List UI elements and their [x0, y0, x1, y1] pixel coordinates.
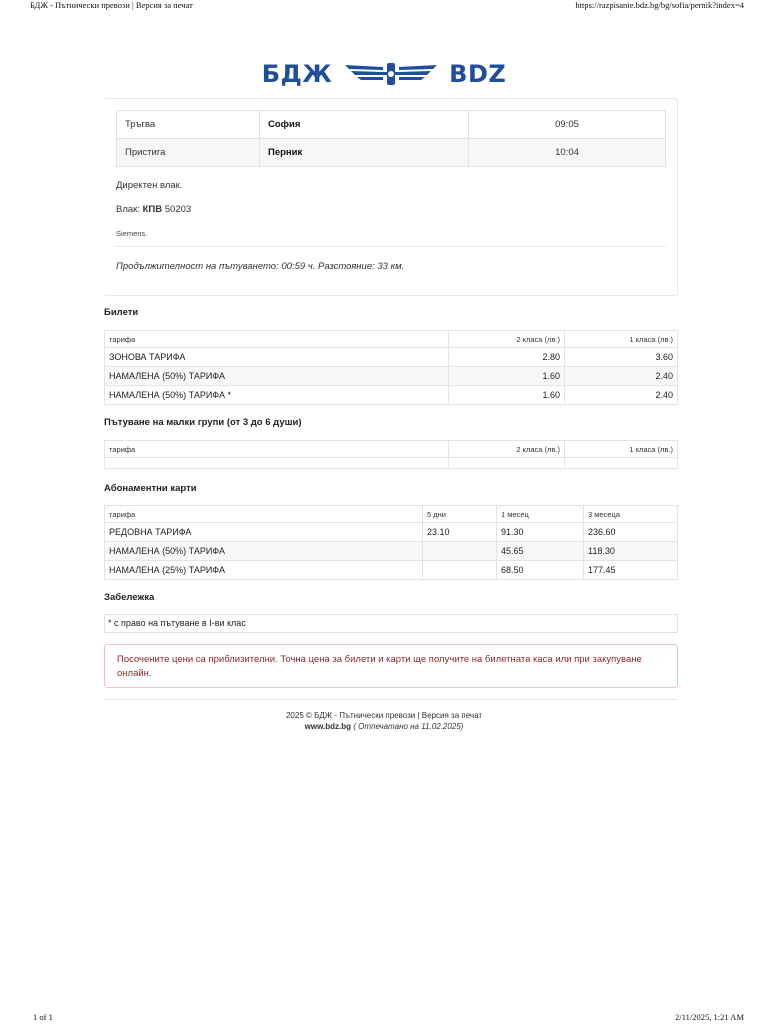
arrive-station: Перник [260, 139, 469, 167]
direct-train-text: Директен влак. [116, 180, 183, 191]
col-class2: 2 класа (лв.) [449, 441, 565, 458]
tariff-cell: РЕДОВНА ТАРИФА [105, 523, 423, 542]
price-cell [423, 561, 497, 580]
note-text: * с право на пътуване в I-ви клас [104, 614, 678, 633]
note-title: Забележка [104, 592, 155, 603]
price-cell: 236.60 [584, 523, 678, 542]
print-datetime: 2/11/2025, 1:21 AM [675, 1012, 744, 1022]
footer-site-line [0, 722, 768, 731]
train-type: КПВ [142, 204, 163, 215]
price-cell: 1.60 [449, 386, 565, 405]
train-info [116, 204, 191, 215]
price-cell: 2.40 [565, 367, 678, 386]
tariff-cell: НАМАЛЕНА (50%) ТАРИФА [105, 367, 449, 386]
col-class1: 1 класа (лв.) [565, 441, 678, 458]
price-cell: 1.60 [449, 367, 565, 386]
col-5days: 5 дни [423, 506, 497, 523]
depart-label: Тръгва [117, 111, 260, 139]
depart-time: 09:05 [469, 111, 666, 139]
route-row-arrive [117, 139, 666, 167]
table-row [105, 348, 678, 367]
route-card [104, 98, 678, 296]
subscriptions-title: Абонаментни карти [104, 483, 197, 494]
table-row [105, 523, 678, 542]
col-tariff: тарифа [105, 441, 449, 458]
print-page-count: 1 of 1 [33, 1012, 53, 1022]
table-row [105, 386, 678, 405]
col-3months: 3 месеца [584, 506, 678, 523]
groups-table [104, 440, 678, 469]
tariff-cell: НАМАЛЕНА (50%) ТАРИФА [105, 542, 423, 561]
route-table [116, 110, 666, 167]
table-row-empty [105, 458, 678, 469]
table-row [105, 561, 678, 580]
price-cell: 118.30 [584, 542, 678, 561]
print-page-title: БДЖ - Пътнически превози | Версия за печат [30, 0, 193, 10]
price-cell: 45.65 [497, 542, 584, 561]
route-divider [116, 246, 666, 247]
price-cell: 3.60 [565, 348, 678, 367]
train-prefix: Влак: [116, 204, 140, 215]
train-number: 50203 [164, 204, 192, 215]
footer-site-link[interactable]: www.bdz.bg [304, 722, 352, 731]
price-disclaimer-alert: Посочените цени са приблизителни. Точна цена за билети и карти ще получите на билетната каса или при закупуване онлайн. [104, 644, 678, 688]
footer-divider [104, 699, 678, 700]
table-header-row [105, 441, 678, 458]
price-cell: 2.40 [565, 386, 678, 405]
col-tariff: тарифа [105, 331, 449, 348]
footer-copyright: 2025 © БДЖ - Пътнически превози | Версия за печат [285, 711, 483, 720]
price-cell [423, 542, 497, 561]
subscriptions-table [104, 505, 678, 580]
depart-station: София [260, 111, 469, 139]
groups-title: Пътуване на малки групи (от 3 до 6 души) [104, 417, 302, 428]
col-class2: 2 класа (лв.) [449, 331, 565, 348]
print-header [30, 0, 744, 12]
col-tariff: тарифа [105, 506, 423, 523]
arrive-label: Пристига [117, 139, 260, 167]
price-cell: 2.80 [449, 348, 565, 367]
travel-duration: Продължителност на пътуването: 00:59 ч. Разстояние: 33 км. [116, 261, 405, 272]
route-row-depart [117, 111, 666, 139]
table-row [105, 542, 678, 561]
footer-printed-date: ( Отпечатано на 11.02.2025) [353, 722, 464, 731]
table-row [105, 367, 678, 386]
price-cell: 23.10 [423, 523, 497, 542]
tariff-cell: НАМАЛЕНА (25%) ТАРИФА [105, 561, 423, 580]
winged-wheel-icon [343, 61, 439, 87]
price-cell: 68.50 [497, 561, 584, 580]
logo-text-bg: БДЖ [261, 60, 333, 88]
table-header-row [105, 506, 678, 523]
logo-text-en: BDZ [449, 60, 507, 88]
col-class1: 1 класа (лв.) [565, 331, 678, 348]
print-footer [30, 1012, 744, 1024]
table-header-row [105, 331, 678, 348]
price-cell: 177.45 [584, 561, 678, 580]
bdz-logo [0, 60, 768, 92]
tickets-title: Билети [104, 307, 139, 318]
tariff-cell: НАМАЛЕНА (50%) ТАРИФА * [105, 386, 449, 405]
col-1month: 1 месец [497, 506, 584, 523]
arrive-time: 10:04 [469, 139, 666, 167]
train-operator: Siemens. [116, 229, 148, 238]
price-cell: 91.30 [497, 523, 584, 542]
tariff-cell: ЗОНОВА ТАРИФА [105, 348, 449, 367]
tickets-table [104, 330, 678, 405]
print-page-url[interactable]: https://razpisanie.bdz.bg/bg/sofia/pernik?index=4 [575, 0, 744, 10]
